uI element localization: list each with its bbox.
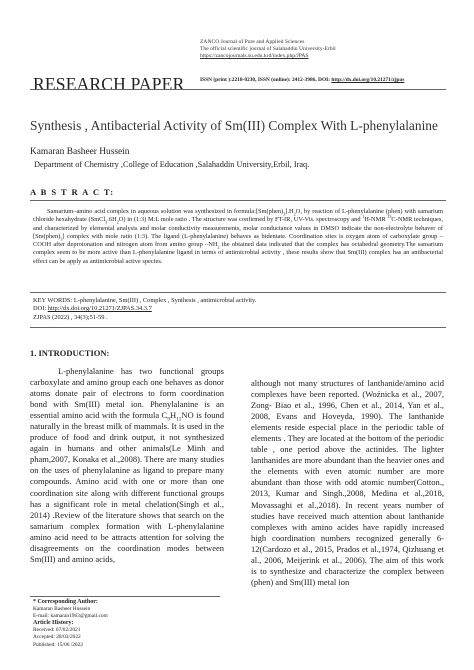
article-title: Synthesis , Antibacterial Activity of Sm(III) Complex With L-phenylalanine [30,118,438,133]
issn-doi-link[interactable]: http://dx.doi.org/10.21271/zjpas [331,77,405,83]
journal-masthead [200,39,468,61]
abstract-heading: A B S T R A C T: [30,187,115,197]
doi-line [33,305,443,313]
issn-doi-label: DOI: [318,77,331,83]
journal-name: ZANCO Journal of Pure and Applied Sciences [200,39,305,45]
article-history-label: Article History: [33,620,74,627]
doi-label: DOI: [33,305,47,313]
keywords-line [33,297,443,305]
abstract-text: Samarium–amino acid complex in aqueous solution was synthesized in $formula:[Sm(phen)_3].H_2O$, by reaction of L-phenylalanine (phen) with samarium chloride hexahydrate $(SmCl_3.6H_2O)$ in (1:3) M:L mole ratio . The structure was confirmed by FT-IR, UV-Vis. spectroscopy and $^1$H-NMR $^{13}$C-NMR techniques, and characterized by elemental analysis and molar conductivity measurements, molar conductance values in DMSO indicate the non-electrolyte behaver of $[Sm(phen)_3]$ complex with mole ratio (1:3). The ligand (L-phenylalanine) behaves as bidentate. Coordination sites is oxygen atom of carboxylate group –COOH after deprotonation and nitrogen atom from amino group $-NH_2$ the obtained data indicated that the complex has octahedral geometry.The samarium complex seem to be more active than L-phenylalanine ligand in terms of antimicrobial activity , these results show that Sm(III) complex has an antibacterial effect can be apply as antimicrobial active species. [33,208,443,265]
footnote-email: E-mail: kamaran1963@gmail.com [33,613,108,620]
issn-print: ISSN (print ):2218-0230, [200,77,257,83]
abstract-bottom-divider [30,292,446,293]
header-divider [30,89,446,90]
accepted-date: Accepted: 28/03/2022 [33,634,81,641]
journal-description: The official scientific journal of Salahaddin University-Erbil [200,46,336,53]
doi-link[interactable]: http://dx.doi.org/10.21271/ZJPAS.34.3.7 [47,305,152,313]
introduction-heading: 1. INTRODUCTION: [30,348,110,358]
author-name: Kamaran Basheer Hussein [30,147,130,157]
keywords-text: L-phenylalanine, Sm(III) , Complex , Synthesis , antimicrobial activity. [73,297,257,304]
author-affiliation: Department of Chemistry ,College of Education ,Salahaddin University,Erbil, Iraq. [34,160,310,169]
corresponding-author-footnote [33,599,108,649]
introduction-paragraph-2: although not many structures of lanthanide/amino acid complexes have been reported. (Woźnicka et al., 2007, Zong- Biao et al., 1996, Chen et al., 2014, Yan et al., 2008, Evans and Hoveyda, 1990). The lanthanide elements reside especial place in the periodic table of elements . They are located at the bottom of the periodic table , one period above the actinides. The lighter lanthanides are more abundant than the heavier ones and the elements with even atomic number are more abundant than those with odd atomic number(Cotton., 2013, Kumar and Singh.,2008, Medina et al.,2018, Movassaghi et al.,2018). In recent years number of studies have received much attention about lanthanide complexes with amino acides have rapidly increased high coordination numbers recognized generally 6-12(Cardozo et al., 2015, Prados et al.,1974, Qizhuang et al., 2006, Meijerink et al., 2006). The aim of this work is to synthesize and characterize the complex between (phen) and Sm(III) metal ion [251,378,444,587]
introduction-left-column [30,366,224,565]
received-date: Received: 07/02/2021 [33,627,81,634]
issn-line [200,77,404,83]
footnote-heading: * Corresponding Author: [33,599,98,605]
abstract-body [33,208,443,266]
introduction-right-column [251,378,444,588]
published-date: Published: 15/06 /2022 [33,641,84,648]
keywords-label: KEY WORDS: [33,297,73,304]
meta-divider [30,327,446,328]
article-meta [33,297,443,322]
journal-url-link[interactable]: https://zancojournals.su.edu.krd/index.php/JPAS [200,53,309,60]
article-type-label: RESEARCH PAPER [33,74,185,94]
introduction-paragraph-1: L-phenylalanine has two functional groups carboxylate and amino group each one behaves as donor atoms donate pair of electrons to form coordination bond with Sm(III) metal ion. Phenylalanine is an essential amino acid with the formula $C_9H_{11}NO$ is found naturally in the breast milk of mammals. It is used in the produce of food and drink output, it not synthesized again in humans and other animals(Le Minh and pham,2007, Konaka et al.,2008). There are many studies on the uses of phenylalanine as ligand to prepare many compounds. Amino acid with one or more than one coordination site along with different functional groups has a significant role in metal chelation(Singh et al., 2014) .Review of the literature shows that search on the samarium complex formation with L-phenylalanine amino acid need to be attracts attention for solving the disagreements on the coordination modes between Sm(III) and amino acids, [30,366,224,564]
issn-online: ISSN (online): 2412-3986, [257,77,317,83]
abstract-top-divider [30,200,446,201]
footnote-author-name: Kamaran Basheer Hussein [33,606,91,613]
citation-line: ZJPAS (2022) , 34(3);51-59 . [33,313,108,321]
footnote-divider [30,596,220,597]
